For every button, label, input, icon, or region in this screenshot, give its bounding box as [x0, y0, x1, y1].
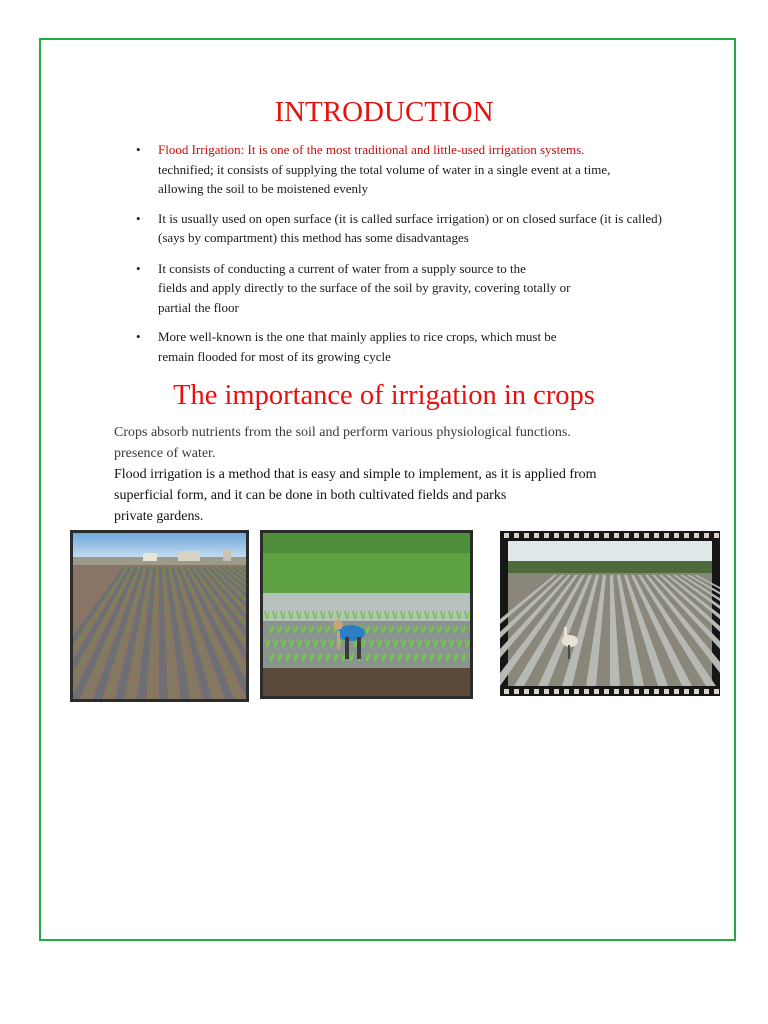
bullet-dot: • — [136, 329, 141, 344]
paragraph — [114, 422, 674, 464]
bullet-text-line: allowing the soil to be moistened evenly — [158, 181, 369, 196]
bullet-dot: • — [136, 210, 141, 226]
bullet-item — [136, 140, 656, 199]
bullet-item — [136, 259, 656, 318]
bullet-text-line: technified; it consists of supplying the total volume of water in a single event at a time, — [158, 161, 611, 177]
bullet-dot: • — [136, 260, 141, 276]
flooded-field-photo — [500, 531, 720, 696]
paragraph — [114, 464, 674, 527]
bullet-text-line: It is usually used on open surface (it is called surface irrigation) or on closed surface (it is called) — [158, 210, 662, 226]
paragraph-line: superficial form, and it can be done in both cultivated fields and parks — [114, 488, 507, 503]
bullet-text-line: partial the floor — [158, 299, 239, 315]
bullet-list — [136, 140, 662, 366]
rice-paddy-photo — [260, 530, 473, 699]
bullet-item — [136, 327, 656, 366]
bullet-text-line: (says by compartment) this method has some disadvantages — [158, 230, 469, 245]
paragraph-line: Crops absorb nutrients from the soil and perform various physiological functions. — [114, 425, 571, 440]
bullet-text-line: Flood Irrigation: It is one of the most traditional and little-used irrigation systems. — [158, 142, 585, 157]
bullet-text-line: It consists of conducting a current of water from a supply source to the — [158, 260, 526, 276]
bullet-text-line: remain flooded for most of its growing cycle — [158, 348, 391, 364]
bullet-dot: • — [136, 142, 141, 157]
bullet-text-line: fields and apply directly to the surface of the soil by gravity, covering totally or — [158, 280, 571, 295]
section-heading: The importance of irrigation in crops — [173, 380, 595, 411]
field-furrows-photo — [70, 530, 249, 702]
paragraph-line: presence of water. — [114, 446, 216, 461]
bullet-text-line: More well-known is the one that mainly applies to rice crops, which must be — [158, 329, 557, 344]
paragraph-line: Flood irrigation is a method that is easy and simple to implement, as it is applied from — [114, 467, 597, 482]
page-title: INTRODUCTION — [274, 96, 494, 128]
bullet-item — [136, 209, 662, 248]
paragraph-line: private gardens. — [114, 509, 204, 524]
